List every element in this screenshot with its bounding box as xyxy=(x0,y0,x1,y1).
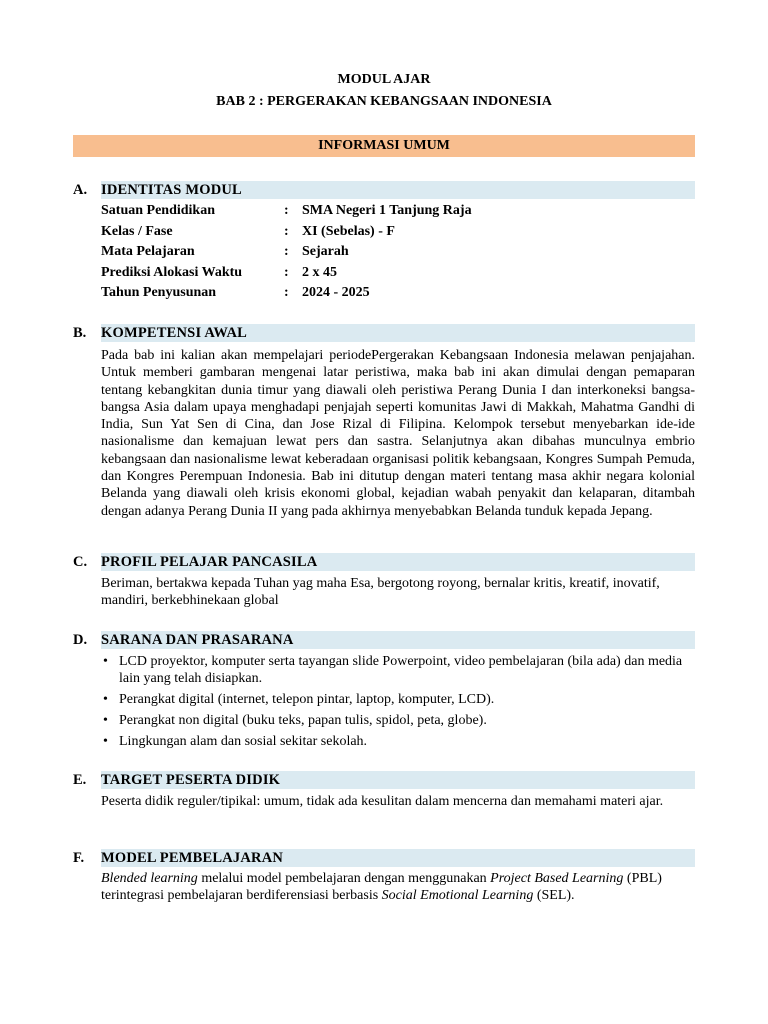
bullet-icon: • xyxy=(103,713,108,728)
section-title: MODEL PEMBELAJARAN xyxy=(101,850,284,866)
section-heading xyxy=(73,631,695,649)
bullet-icon: • xyxy=(103,654,108,669)
identity-key: Kelas / Fase xyxy=(101,223,173,239)
section-heading xyxy=(73,181,695,199)
section-title: PROFIL PELAJAR PANCASILA xyxy=(101,554,318,570)
paragraph-text: (SEL). xyxy=(533,888,575,904)
section-title: SARANA DAN PRASARANA xyxy=(101,632,294,648)
section-identitas-modul xyxy=(73,181,695,304)
section-sarana-prasarana xyxy=(73,631,695,754)
section-paragraph: Pada bab ini kalian akan mempelajari periodePergerakan Kebangsaan Indonesia melawan penjajahan. Untuk memberi gambaran mengenai latar peristiwa, maka bab ini akan dimulai dengan pemaparan tentang kebangkitan dunia timur yang diawali oleh peristiwa Perang Dunia I dan interkoneksi bangsa-bangsa Asia dalam upaya menghadapi penjajah seperti komunitas Jawi di Makkah, Mahatma Gandhi di India, Sun Yat Sen di Cina, dan Jose Rizal di Filipina. Kelompok tersebut menyebarkan ide-ide nasionalisme dan kemajuan lewat pers dan sastra. Selanjutnya akan dibahas munculnya embrio kebangsaan dan nasionalisme lewat keberadaan organisasi politik kebangsaan, Kongres Sumpah Pemuda, dan Kongres Perempuan Indonesia. Bab ini ditutup dengan materi tentang masa akhir negara kolonial Belanda yang diawali oleh krisis ekonomi global, kejadian wabah penyakit dan kelaparan, ditambah dengan adanya Perang Dunia II yang pada akhirnya menyebabkan Belanda tunduk kepada Jepang. xyxy=(101,348,695,519)
section-paragraph: Peserta didik reguler/tipikal: umum, tidak ada kesulitan dalam mencerna dan memahami materi ajar. xyxy=(101,794,664,809)
section-heading xyxy=(73,849,695,867)
identity-value: 2 x 45 xyxy=(302,264,337,280)
identity-value: 2024 - 2025 xyxy=(302,285,370,300)
section-letter: E. xyxy=(73,772,87,788)
term-project-based-learning: Project Based Learning xyxy=(490,871,624,886)
section-heading xyxy=(73,771,695,789)
identity-table xyxy=(101,201,695,304)
module-title: MODUL AJAR xyxy=(337,72,431,87)
section-letter: B. xyxy=(73,325,87,341)
identity-value: Sejarah xyxy=(302,244,349,259)
term-social-emotional-learning: Social Emotional Learning xyxy=(381,888,534,904)
section-heading xyxy=(73,553,695,571)
identity-separator: : xyxy=(284,264,289,280)
list-item xyxy=(101,691,695,708)
facilities-list xyxy=(101,653,695,750)
list-item-text: LCD proyektor, komputer serta tayangan slide Powerpoint, video pembelajaran (bila ada) dan media lain yang telah disiapkan. xyxy=(119,654,683,686)
section-profil-pelajar xyxy=(73,553,695,610)
section-paragraph: Beriman, bertakwa kepada Tuhan yag maha Esa, bergotong royong, bernalar kritis, kreatif, inovatif, mandiri, berkebhinekaan global xyxy=(101,576,660,609)
chapter-title: BAB 2 : PERGERAKAN KEBANGSAAN INDONESIA xyxy=(216,94,552,109)
list-item-text: Perangkat non digital (buku teks, papan tulis, spidol, peta, globe). xyxy=(119,713,487,728)
section-letter: C. xyxy=(73,554,88,570)
section-title: IDENTITAS MODUL xyxy=(101,182,242,198)
list-item xyxy=(101,712,695,729)
identity-separator: : xyxy=(284,223,289,239)
section-paragraph xyxy=(101,870,695,905)
section-title: KOMPETENSI AWAL xyxy=(101,325,248,341)
list-item-text: Perangkat digital (internet, telepon pintar, laptop, komputer, LCD). xyxy=(119,692,495,707)
identity-key: Prediksi Alokasi Waktu xyxy=(101,264,243,280)
term-blended-learning: Blended learning xyxy=(101,871,198,886)
identity-key: Mata Pelajaran xyxy=(101,244,195,259)
identity-value: XI (Sebelas) - F xyxy=(302,223,395,239)
identity-value: SMA Negeri 1 Tanjung Raja xyxy=(302,203,472,218)
bullet-icon: • xyxy=(103,734,108,749)
list-item-text: Lingkungan alam dan sosial sekitar sekolah. xyxy=(119,734,368,749)
general-info-banner: INFORMASI UMUM xyxy=(73,135,695,157)
paragraph-text: melalui model pembelajaran dengan menggunakan xyxy=(197,871,491,886)
list-item xyxy=(101,653,695,687)
identity-row xyxy=(101,242,695,263)
identity-separator: : xyxy=(284,285,289,300)
facilities-list-wrapper xyxy=(101,653,695,750)
identity-row xyxy=(101,222,695,243)
section-letter: D. xyxy=(73,632,88,648)
list-item xyxy=(101,733,695,750)
section-heading xyxy=(73,324,695,342)
identity-separator: : xyxy=(284,244,289,259)
section-letter: F. xyxy=(73,850,85,866)
section-model-pembelajaran xyxy=(73,849,695,905)
section-title: TARGET PESERTA DIDIK xyxy=(101,772,281,788)
paragraph-text: (PBL) terintegrasi pembelajaran berdiferensiasi berbasis xyxy=(101,871,662,904)
identity-row xyxy=(101,263,695,284)
section-target-peserta xyxy=(73,771,695,810)
section-kompetensi-awal xyxy=(73,324,695,520)
bullet-icon: • xyxy=(103,692,108,707)
identity-row xyxy=(101,201,695,222)
identity-key: Satuan Pendidikan xyxy=(101,203,215,218)
identity-key: Tahun Penyusunan xyxy=(101,285,217,300)
identity-separator: : xyxy=(284,203,289,218)
section-letter: A. xyxy=(73,182,88,198)
identity-row xyxy=(101,283,695,304)
